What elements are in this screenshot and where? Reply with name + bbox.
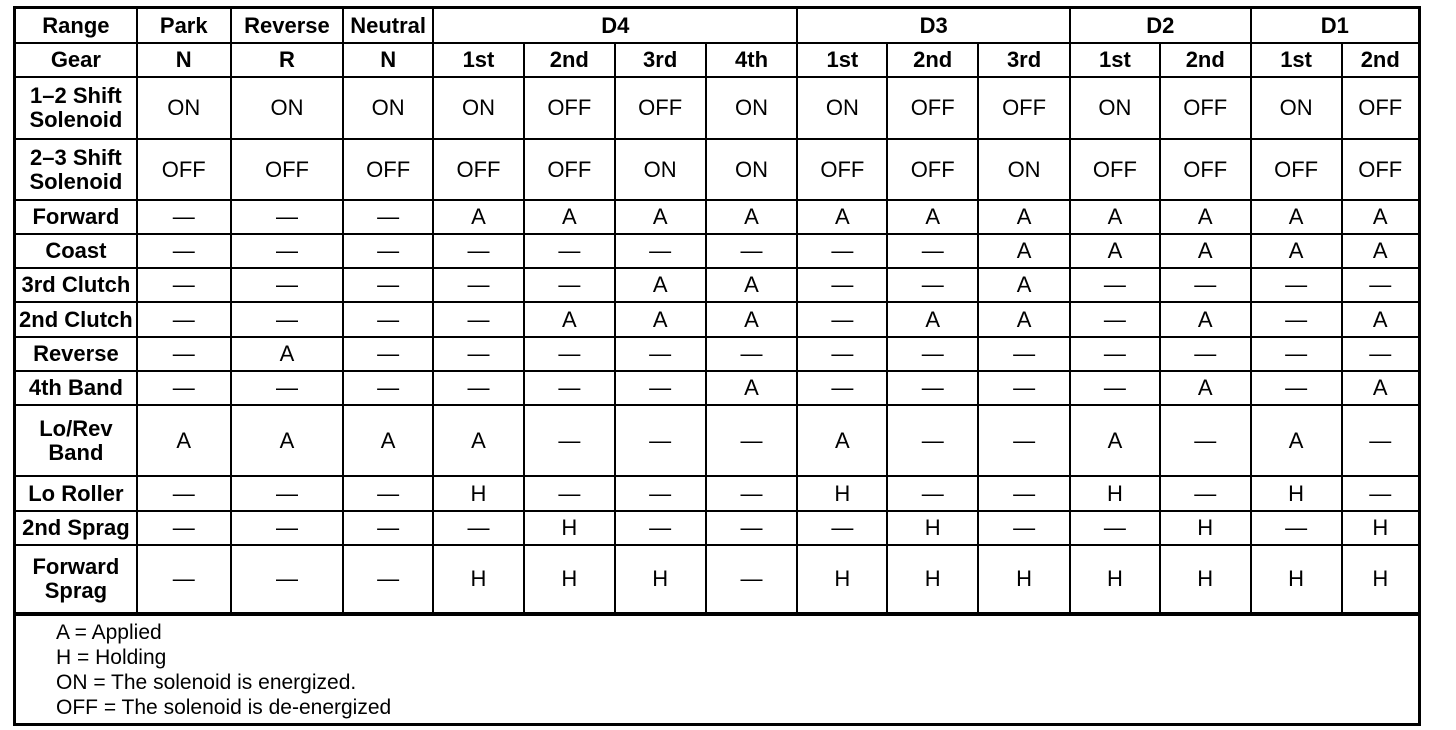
state-cell: H bbox=[433, 476, 524, 511]
state-cell: — bbox=[137, 476, 231, 511]
range-header: D3 bbox=[797, 9, 1070, 43]
state-cell: H bbox=[1070, 545, 1160, 613]
state-cell: — bbox=[343, 302, 433, 337]
state-cell: — bbox=[343, 511, 433, 545]
gear-header: 2nd bbox=[887, 43, 978, 77]
state-cell: OFF bbox=[1251, 139, 1342, 200]
state-cell: H bbox=[797, 545, 887, 613]
state-cell: — bbox=[1160, 268, 1251, 302]
state-cell: A bbox=[797, 405, 887, 476]
state-cell: — bbox=[978, 337, 1070, 371]
state-cell: — bbox=[343, 234, 433, 268]
state-cell: — bbox=[343, 337, 433, 371]
state-cell: — bbox=[978, 405, 1070, 476]
range-header: D2 bbox=[1070, 9, 1251, 43]
gear-header: 2nd bbox=[524, 43, 615, 77]
state-cell: H bbox=[1160, 545, 1251, 613]
gear-header: 1st bbox=[1251, 43, 1342, 77]
state-cell: — bbox=[887, 476, 978, 511]
state-cell: A bbox=[887, 302, 978, 337]
state-cell: — bbox=[524, 476, 615, 511]
state-cell: — bbox=[524, 337, 615, 371]
state-cell: — bbox=[343, 476, 433, 511]
state-cell: A bbox=[1251, 405, 1342, 476]
gear-header: N bbox=[137, 43, 231, 77]
state-cell: — bbox=[615, 337, 706, 371]
state-cell: A bbox=[1342, 234, 1418, 268]
legend-off: OFF = The solenoid is de-energized bbox=[56, 696, 392, 719]
state-cell: — bbox=[706, 234, 798, 268]
gear-header: 3rd bbox=[615, 43, 706, 77]
component-row bbox=[16, 405, 1418, 476]
state-cell: H bbox=[1251, 476, 1342, 511]
state-cell: — bbox=[137, 302, 231, 337]
component-row bbox=[16, 268, 1418, 302]
state-cell: OFF bbox=[433, 139, 524, 200]
state-cell: — bbox=[433, 268, 524, 302]
range-label: Range bbox=[16, 9, 137, 43]
state-cell: OFF bbox=[1342, 139, 1418, 200]
state-cell: A bbox=[978, 200, 1070, 234]
state-cell: — bbox=[1251, 268, 1342, 302]
state-cell: A bbox=[1160, 302, 1251, 337]
state-cell: — bbox=[1251, 511, 1342, 545]
component-label: Reverse bbox=[16, 337, 137, 371]
state-cell: A bbox=[706, 200, 798, 234]
state-cell: — bbox=[797, 371, 887, 405]
state-cell: A bbox=[1160, 371, 1251, 405]
state-cell: — bbox=[231, 476, 344, 511]
state-cell: A bbox=[1070, 200, 1160, 234]
state-cell: — bbox=[231, 511, 344, 545]
component-row bbox=[16, 545, 1418, 613]
state-cell: OFF bbox=[137, 139, 231, 200]
state-cell: OFF bbox=[1070, 139, 1160, 200]
component-row bbox=[16, 139, 1418, 200]
state-cell: ON bbox=[615, 139, 706, 200]
state-cell: — bbox=[797, 302, 887, 337]
state-cell: OFF bbox=[524, 77, 615, 139]
state-cell: — bbox=[615, 511, 706, 545]
state-cell: — bbox=[978, 476, 1070, 511]
state-cell: A bbox=[1160, 234, 1251, 268]
legend-applied: A = Applied bbox=[56, 621, 162, 644]
state-cell: — bbox=[137, 234, 231, 268]
state-cell: — bbox=[137, 337, 231, 371]
state-cell: A bbox=[978, 302, 1070, 337]
state-cell: — bbox=[231, 268, 344, 302]
state-cell: — bbox=[1251, 371, 1342, 405]
gear-header: 2nd bbox=[1342, 43, 1418, 77]
state-cell: — bbox=[231, 302, 344, 337]
state-cell: ON bbox=[137, 77, 231, 139]
state-cell: OFF bbox=[887, 139, 978, 200]
component-label: Forward bbox=[16, 200, 137, 234]
state-cell: — bbox=[524, 268, 615, 302]
component-row bbox=[16, 234, 1418, 268]
state-cell: A bbox=[231, 405, 344, 476]
state-cell: OFF bbox=[1160, 139, 1251, 200]
state-cell: ON bbox=[231, 77, 344, 139]
component-label: 3rd Clutch bbox=[16, 268, 137, 302]
gear-header: N bbox=[343, 43, 433, 77]
state-cell: A bbox=[1070, 405, 1160, 476]
state-cell: — bbox=[887, 405, 978, 476]
state-cell: — bbox=[706, 511, 798, 545]
state-cell: — bbox=[615, 405, 706, 476]
state-cell: A bbox=[615, 200, 706, 234]
state-cell: — bbox=[978, 371, 1070, 405]
solenoid-application-chart bbox=[13, 6, 1421, 726]
state-cell: A bbox=[1342, 200, 1418, 234]
state-cell: OFF bbox=[615, 77, 706, 139]
state-cell: ON bbox=[433, 77, 524, 139]
state-cell: H bbox=[1342, 511, 1418, 545]
state-cell: — bbox=[1251, 302, 1342, 337]
state-cell: — bbox=[433, 234, 524, 268]
state-cell: — bbox=[137, 511, 231, 545]
state-cell: — bbox=[615, 234, 706, 268]
component-label: 2–3 Shift Solenoid bbox=[16, 139, 137, 200]
state-cell: — bbox=[887, 234, 978, 268]
state-cell: A bbox=[797, 200, 887, 234]
component-label: 2nd Clutch bbox=[16, 302, 137, 337]
state-cell: — bbox=[887, 371, 978, 405]
state-cell: — bbox=[797, 337, 887, 371]
state-cell: A bbox=[524, 200, 615, 234]
state-cell: A bbox=[615, 268, 706, 302]
state-cell: — bbox=[433, 511, 524, 545]
state-cell: A bbox=[1342, 371, 1418, 405]
state-cell: — bbox=[887, 268, 978, 302]
state-cell: — bbox=[1070, 371, 1160, 405]
state-cell: ON bbox=[1251, 77, 1342, 139]
state-cell: — bbox=[706, 337, 798, 371]
state-cell: H bbox=[524, 511, 615, 545]
state-cell: ON bbox=[343, 77, 433, 139]
range-header: Reverse bbox=[231, 9, 344, 43]
range-header: D4 bbox=[433, 9, 797, 43]
state-cell: — bbox=[137, 545, 231, 613]
state-cell: OFF bbox=[231, 139, 344, 200]
state-cell: — bbox=[1342, 337, 1418, 371]
legend bbox=[16, 614, 1418, 723]
state-cell: OFF bbox=[1342, 77, 1418, 139]
state-cell: — bbox=[1070, 511, 1160, 545]
component-label: 1–2 Shift Solenoid bbox=[16, 77, 137, 139]
state-cell: A bbox=[433, 405, 524, 476]
state-cell: OFF bbox=[978, 77, 1070, 139]
state-cell: — bbox=[231, 200, 344, 234]
state-cell: A bbox=[706, 371, 798, 405]
component-label: 4th Band bbox=[16, 371, 137, 405]
state-cell: OFF bbox=[1160, 77, 1251, 139]
component-row bbox=[16, 77, 1418, 139]
state-cell: — bbox=[524, 371, 615, 405]
state-cell: A bbox=[1251, 234, 1342, 268]
state-cell: — bbox=[1070, 337, 1160, 371]
gear-header: 1st bbox=[797, 43, 887, 77]
state-cell: OFF bbox=[797, 139, 887, 200]
state-cell: A bbox=[978, 268, 1070, 302]
state-cell: — bbox=[524, 405, 615, 476]
gear-header: 3rd bbox=[978, 43, 1070, 77]
range-row bbox=[16, 9, 1418, 43]
state-cell: H bbox=[887, 511, 978, 545]
state-cell: A bbox=[433, 200, 524, 234]
component-label: Forward Sprag bbox=[16, 545, 137, 613]
state-cell: H bbox=[978, 545, 1070, 613]
state-cell: ON bbox=[1070, 77, 1160, 139]
state-cell: — bbox=[797, 234, 887, 268]
state-cell: ON bbox=[706, 139, 798, 200]
gear-header: R bbox=[231, 43, 344, 77]
state-cell: A bbox=[887, 200, 978, 234]
component-label: Coast bbox=[16, 234, 137, 268]
state-cell: A bbox=[1160, 200, 1251, 234]
state-cell: A bbox=[706, 302, 798, 337]
component-row bbox=[16, 511, 1418, 545]
state-cell: — bbox=[231, 234, 344, 268]
component-label: 2nd Sprag bbox=[16, 511, 137, 545]
state-cell: A bbox=[978, 234, 1070, 268]
gear-label: Gear bbox=[16, 43, 137, 77]
state-cell: — bbox=[615, 371, 706, 405]
state-cell: — bbox=[1160, 337, 1251, 371]
state-cell: H bbox=[797, 476, 887, 511]
state-cell: ON bbox=[706, 77, 798, 139]
state-cell: — bbox=[706, 476, 798, 511]
state-cell: — bbox=[343, 200, 433, 234]
state-cell: — bbox=[343, 545, 433, 613]
state-cell: A bbox=[615, 302, 706, 337]
state-cell: A bbox=[1342, 302, 1418, 337]
state-cell: — bbox=[231, 371, 344, 405]
state-cell: — bbox=[137, 200, 231, 234]
state-cell: — bbox=[524, 234, 615, 268]
state-cell: A bbox=[1070, 234, 1160, 268]
state-cell: — bbox=[137, 371, 231, 405]
state-cell: — bbox=[1070, 302, 1160, 337]
state-cell: — bbox=[797, 511, 887, 545]
state-cell: — bbox=[433, 337, 524, 371]
state-cell: H bbox=[433, 545, 524, 613]
component-row bbox=[16, 371, 1418, 405]
component-label: Lo Roller bbox=[16, 476, 137, 511]
component-row bbox=[16, 200, 1418, 234]
state-cell: — bbox=[433, 371, 524, 405]
state-cell: OFF bbox=[887, 77, 978, 139]
state-cell: A bbox=[524, 302, 615, 337]
legend-holding: H = Holding bbox=[56, 646, 167, 669]
gear-row bbox=[16, 43, 1418, 77]
state-cell: A bbox=[137, 405, 231, 476]
state-cell: — bbox=[797, 268, 887, 302]
state-cell: H bbox=[1342, 545, 1418, 613]
state-cell: — bbox=[1251, 337, 1342, 371]
state-cell: H bbox=[615, 545, 706, 613]
state-cell: — bbox=[706, 405, 798, 476]
state-cell: A bbox=[706, 268, 798, 302]
range-header: Neutral bbox=[343, 9, 433, 43]
range-header: D1 bbox=[1251, 9, 1418, 43]
chart-table bbox=[16, 9, 1418, 614]
gear-header: 1st bbox=[1070, 43, 1160, 77]
state-cell: — bbox=[231, 545, 344, 613]
state-cell: — bbox=[137, 268, 231, 302]
state-cell: A bbox=[1251, 200, 1342, 234]
state-cell: H bbox=[1251, 545, 1342, 613]
gear-header: 4th bbox=[706, 43, 798, 77]
state-cell: OFF bbox=[343, 139, 433, 200]
state-cell: H bbox=[887, 545, 978, 613]
state-cell: — bbox=[1160, 405, 1251, 476]
state-cell: — bbox=[343, 371, 433, 405]
gear-header: 1st bbox=[433, 43, 524, 77]
state-cell: A bbox=[231, 337, 344, 371]
state-cell: — bbox=[1160, 476, 1251, 511]
range-header: Park bbox=[137, 9, 231, 43]
state-cell: ON bbox=[797, 77, 887, 139]
state-cell: OFF bbox=[524, 139, 615, 200]
state-cell: — bbox=[343, 268, 433, 302]
state-cell: H bbox=[524, 545, 615, 613]
state-cell: — bbox=[978, 511, 1070, 545]
state-cell: H bbox=[1160, 511, 1251, 545]
state-cell: — bbox=[433, 302, 524, 337]
state-cell: — bbox=[1342, 405, 1418, 476]
state-cell: — bbox=[887, 337, 978, 371]
legend-on: ON = The solenoid is energized. bbox=[56, 671, 357, 694]
state-cell: A bbox=[343, 405, 433, 476]
state-cell: — bbox=[1070, 268, 1160, 302]
component-row bbox=[16, 337, 1418, 371]
state-cell: — bbox=[1342, 268, 1418, 302]
state-cell: H bbox=[1070, 476, 1160, 511]
component-row bbox=[16, 476, 1418, 511]
component-row bbox=[16, 302, 1418, 337]
state-cell: — bbox=[706, 545, 798, 613]
state-cell: ON bbox=[978, 139, 1070, 200]
state-cell: — bbox=[615, 476, 706, 511]
gear-header: 2nd bbox=[1160, 43, 1251, 77]
component-label: Lo/Rev Band bbox=[16, 405, 137, 476]
state-cell: — bbox=[1342, 476, 1418, 511]
